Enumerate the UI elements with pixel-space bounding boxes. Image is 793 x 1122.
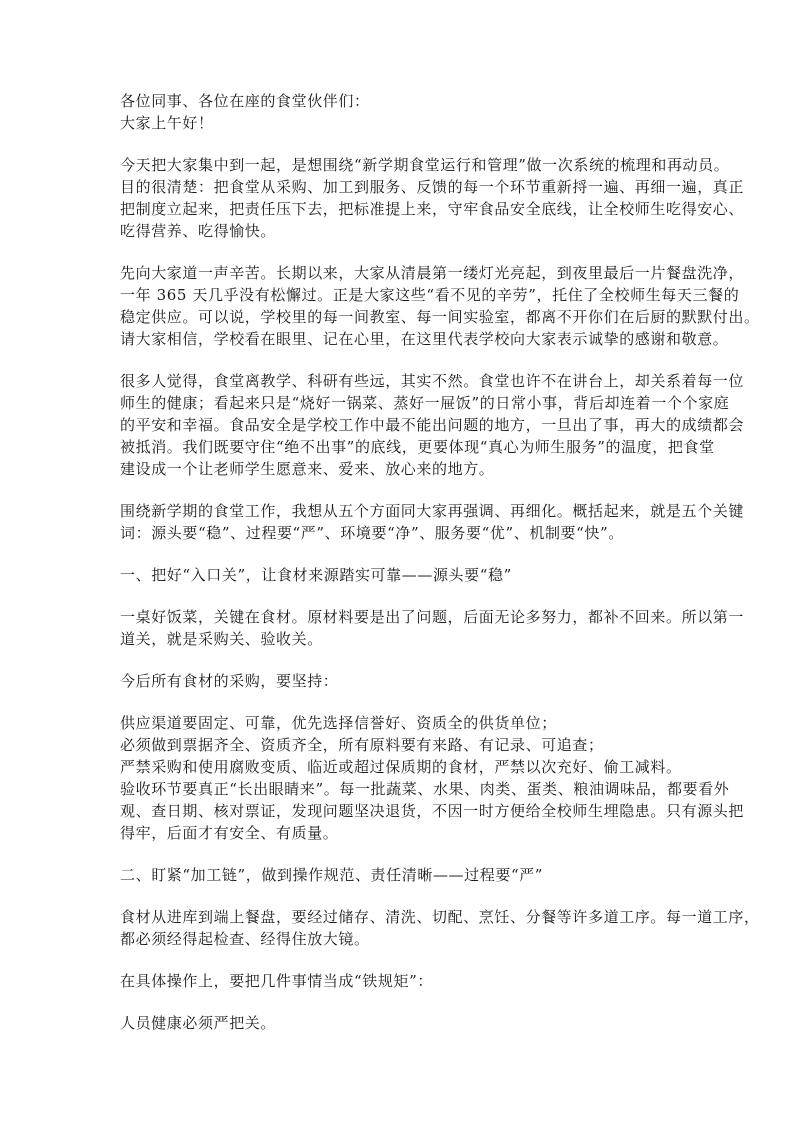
text-line: 建设成一个让老师学生愿意来、爱来、放心来的地方。 (120, 460, 495, 478)
paragraph-intro (120, 154, 745, 242)
list-item: 观、查日期、核对票证，发现问题坚决退货，不因一时方便给全校师生埋隐患。只有源头把 (120, 802, 745, 820)
list-item: 严禁采购和使用腐败变质、临近或超过保质期的食材，严禁以次充好、偷工减料。 (120, 758, 682, 776)
section-1-heading: 一、把好“入口关”，让食材来源踏实可靠——源头要“稳” (120, 566, 512, 584)
section-1-requirements-list (120, 712, 745, 844)
list-item: 得牢，后面才有安全、有质量。 (120, 824, 339, 842)
section-2-lead (120, 970, 676, 992)
paragraph-thanks (120, 262, 760, 350)
greeting-line: 各位同事、各位在座的食堂伙伴们： (120, 92, 370, 110)
text-line: 目的很清楚：把食堂从采购、加工到服务、反馈的每一个环节重新捋一遍、再细一遍，真正 (120, 178, 745, 196)
text-line: 词：源头要“稳”、过程要“严”、环境要“净”、服务要“优”、机制要“快”。 (120, 524, 624, 542)
text-line: 食材从进库到端上餐盘，要经过储存、清洗、切配、烹饪、分餐等许多道工序。每一道工序， (120, 908, 760, 926)
section-2-item-1 (120, 1012, 676, 1034)
section-2-heading: 二、盯紧“加工链”，做到操作规范、责任清晰——过程要“严” (120, 866, 544, 884)
text-line: 请大家相信，学校看在眼里、记在心里，在这里代表学校向大家表示诚挚的感谢和敬意。 (120, 330, 729, 348)
paragraph-importance (120, 370, 745, 480)
list-item: 必须做到票据齐全、资质齐全，所有原料要有来路、有记录、可追查； (120, 736, 604, 754)
document-page (120, 90, 760, 1054)
text-line: 很多人觉得，食堂离教学、科研有些远，其实不然。食堂也许不在讲台上，却关系着每一位 (120, 372, 745, 390)
text-line: 今后所有食材的采购，要坚持： (120, 672, 339, 690)
text-line: 师生的健康；看起来只是“烧好一锅菜、蒸好一屉饭”的日常小事，背后却连着一个个家庭 (120, 394, 730, 412)
text-line: 吃得营养、吃得愉快。 (120, 222, 277, 240)
text-line: 在具体操作上，要把几件事情当成“铁规矩”： (120, 972, 433, 990)
text-line: 围绕新学期的食堂工作，我想从五个方面同大家再强调、再细化。概括起来，就是五个关键 (120, 502, 745, 520)
text-line: 把制度立起来，把责任压下去，把标准提上来，守牢食品安全底线，让全校师生吃得安心、 (120, 200, 745, 218)
paragraph-section-1-intro (120, 606, 745, 650)
text-line: 稳定供应。可以说，学校里的每一间教室、每一间实验室，都离不开你们在后厨的默默付出。 (120, 308, 760, 326)
text-line: 今天把大家集中到一起，是想围绕“新学期食堂运行和管理”做一次系统的梳理和再动员。 (120, 156, 730, 174)
text-line: 道关，就是采购关、验收关。 (120, 630, 323, 648)
paragraph-overview (120, 500, 745, 544)
list-item: 验收环节要真正“长出眼睛来”。每一批蔬菜、水果、肉类、蛋类、粮油调味品，都要看外 (120, 780, 730, 798)
text-line: 人员健康必须严把关。 (120, 1014, 277, 1032)
greeting (120, 90, 676, 134)
text-line: 的平安和幸福。食品安全是学校工作中最不能出问题的地方，一旦出了事，再大的成绩都会 (120, 416, 745, 434)
list-item: 供应渠道要固定、可靠，优先选择信誉好、资质全的供货单位； (120, 714, 557, 732)
text-line: 一年 365 天几乎没有松懈过。正是大家这些“看不见的辛劳”，托住了全校师生每天三餐的 (120, 286, 740, 304)
text-line: 都必须经得起检查、经得住放大镜。 (120, 930, 370, 948)
text-line: 一桌好饭菜，关键在食材。原材料要是出了问题，后面无论多努力，都补不回来。所以第一 (120, 608, 745, 626)
section-1-lead (120, 670, 676, 692)
text-line: 被抵消。我们既要守住“绝不出事”的底线，更要体现“真心为师生服务”的温度，把食堂 (120, 438, 715, 456)
text-line: 先向大家道一声辛苦。长期以来，大家从清晨第一缕灯光亮起，到夜里最后一片餐盘洗净， (120, 264, 745, 282)
greeting-line: 大家上午好！ (120, 114, 214, 132)
paragraph-section-2-intro (120, 906, 760, 950)
